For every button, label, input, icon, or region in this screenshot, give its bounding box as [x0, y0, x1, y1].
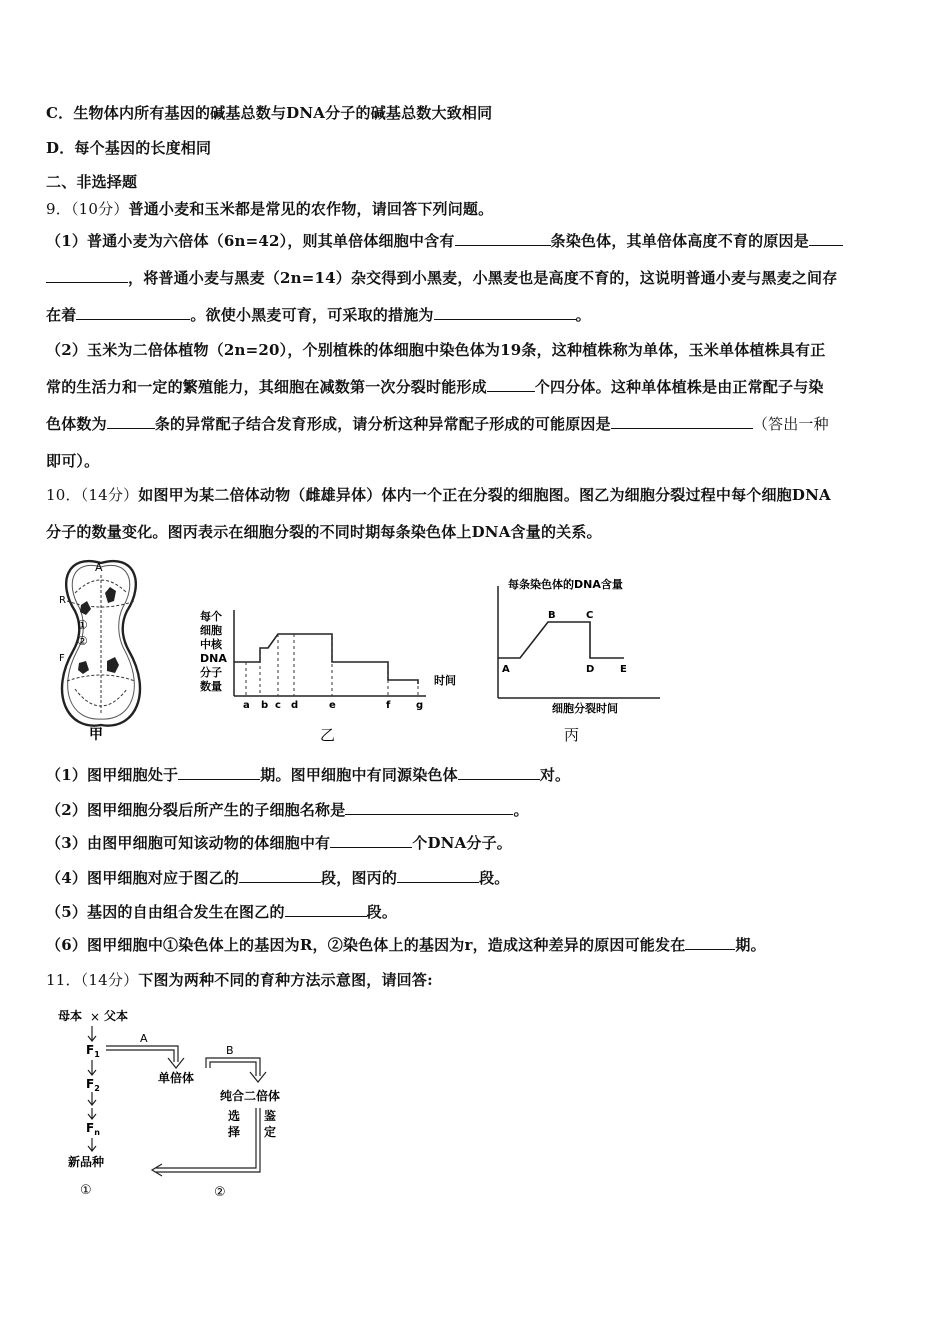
q9-part2-line1: （2）玉米为二倍体植物（2n=20），个别植株的体细胞中染色体为19条，这种植株称为单体，玉米单体植株具有正 [46, 341, 826, 359]
q10-4-text-a: （4）图甲细胞对应于图乙的 [46, 869, 240, 887]
tick-d: d [291, 700, 299, 711]
label-father: 父本 [104, 1009, 129, 1023]
answer-blank[interactable] [345, 799, 513, 815]
q9-part1-line2 [46, 267, 837, 288]
q10-5-text-b: 段。 [366, 903, 398, 921]
q9-stem [46, 198, 493, 219]
return-arrow [152, 1108, 260, 1176]
q9-part2-line2 [46, 376, 824, 397]
label-new-variety: 新品种 [68, 1155, 105, 1169]
tick-f: f [386, 700, 391, 711]
q9-2-text-b2: 个四分体。这种单体植株是由正常配子与染 [534, 378, 824, 396]
point-a: A [502, 664, 510, 675]
label-pure-diploid: 纯合二倍体 [220, 1089, 281, 1103]
q10-4-text-b: 段，图丙的 [321, 869, 398, 887]
y-axis-label [200, 609, 227, 693]
svg-text:鉴: 鉴 [264, 1109, 277, 1123]
tick-g: g [416, 700, 424, 711]
q10-1-text-a: （1）图甲细胞处于 [46, 766, 179, 784]
svg-text:分子: 分子 [200, 666, 222, 679]
q9-part2-line3 [46, 413, 829, 434]
q10-3-text-b: 个DNA分子。 [412, 834, 513, 852]
tick-a: a [243, 700, 250, 711]
label-r: R [59, 595, 66, 606]
label-haploid: 单倍体 [158, 1071, 195, 1085]
q9-1-text-c: ，将普通小麦与黑麦（2n=14）杂交得到小黑麦，小黑麦也是高度不育的，这说明普通小麦与黑麦之间存 [128, 269, 838, 287]
answer-blank[interactable] [178, 764, 260, 780]
label-f2: $F_2$ [86, 1077, 100, 1093]
option-c: C．生物体内所有基因的碱基总数与DNA分子的碱基总数大致相同 [46, 104, 493, 122]
q11-stem-text: 下图为两种不同的育种方法示意图，请回答: [138, 971, 433, 989]
point-b: B [548, 610, 556, 621]
svg-text:定: 定 [264, 1125, 277, 1139]
point-d: D [586, 664, 595, 675]
q9-number: 9．（10分） [46, 200, 129, 218]
answer-blank[interactable] [397, 867, 479, 883]
q10-1-text-c: 对。 [539, 766, 571, 784]
x-ticks [243, 700, 423, 711]
answer-blank[interactable] [455, 230, 551, 246]
q10-part2 [46, 799, 529, 820]
label-chromosome-1: ① [77, 618, 88, 632]
answer-blank[interactable] [239, 867, 321, 883]
svg-text:细胞: 细胞 [200, 624, 222, 637]
route-a-arrow [106, 1046, 184, 1068]
tick-b: b [261, 700, 269, 711]
answer-blank[interactable] [685, 934, 735, 950]
x-axis-label: 时间 [434, 674, 456, 687]
q10-stem-line2: 分子的数量变化。图丙表示在细胞分裂的不同时期每条染色体上DNA含量的关系。 [46, 523, 602, 541]
svg-text:选: 选 [228, 1109, 241, 1123]
y-axis-label: 每条染色体的DNA含量 [508, 578, 623, 591]
svg-text:DNA: DNA [200, 652, 227, 665]
q10-1-text-b: 期。图甲细胞中有同源染色体 [260, 766, 458, 784]
option-d: D．每个基因的长度相同 [46, 139, 212, 157]
q10-stem-text-a: 如图甲为某二倍体动物（雌雄异体）体内一个正在分裂的细胞图。图乙为细胞分裂过程中每个细胞DNA [138, 486, 831, 504]
q9-stem-text: 普通小麦和玉米都是常见的农作物，请回答下列问题。 [128, 200, 494, 218]
chromosome [78, 661, 89, 674]
q9-2-text-c2: 条的异常配子结合发育形成，请分析这种异常配子形成的可能原因是 [154, 415, 611, 433]
q9-1-text-b: 条染色体，其单倍体高度不育的原因是 [550, 232, 809, 250]
answer-blank[interactable] [285, 901, 367, 917]
dna-quantity-line [234, 634, 418, 684]
label-mother: 母本 [58, 1009, 83, 1023]
answer-blank[interactable] [434, 304, 576, 320]
svg-text:数量: 数量 [200, 680, 222, 693]
q10-number: 10．（14分） [46, 486, 139, 504]
point-labels [502, 610, 627, 675]
q10-2-text-a: （2）图甲细胞分裂后所产生的子细胞名称是 [46, 801, 346, 819]
tick-c: c [275, 700, 281, 711]
q9-2-text-b1: 常的生活力和一定的繁殖能力，其细胞在减数第一次分裂时能形成 [46, 378, 487, 396]
q9-part1-line3 [46, 304, 591, 325]
label-chromosome-2: ② [77, 634, 88, 648]
q10-stem-line1 [46, 484, 831, 505]
q9-1-text-f: 。 [575, 306, 591, 324]
q10-3-text-a: （3）由图甲细胞可知该动物的体细胞中有 [46, 834, 331, 852]
label-method-2: ② [214, 1185, 226, 1200]
q10-part3 [46, 832, 512, 853]
answer-blank[interactable] [458, 764, 540, 780]
tick-e: e [329, 700, 336, 711]
caption-bing: 丙 [564, 726, 580, 744]
answer-blank[interactable] [330, 832, 412, 848]
caption-jia: 甲 [89, 727, 103, 743]
q9-1-text-d: 在着 [46, 306, 77, 324]
label-route-b: B [226, 1044, 234, 1057]
label-select [227, 1108, 240, 1139]
label-f: F [59, 653, 65, 664]
answer-blank[interactable] [487, 376, 535, 392]
answer-blank[interactable] [611, 413, 753, 429]
q9-2-text-c1: 色体数为 [46, 415, 107, 433]
q9-2-text-c3: （答出一种 [752, 415, 829, 433]
q10-part6 [46, 934, 766, 955]
svg-text:择: 择 [228, 1125, 241, 1139]
q10-6-text-a: （6）图甲细胞中①染色体上的基因为R，②染色体上的基因为r，造成这种差异的原因可能发在 [46, 936, 686, 954]
label-method-1: ① [80, 1183, 92, 1198]
answer-blank[interactable] [76, 304, 190, 320]
point-e: E [620, 664, 627, 675]
label-identify [264, 1108, 276, 1139]
q11-stem [46, 969, 433, 990]
q9-part2-line4: 即可）。 [46, 452, 100, 470]
chromosome [107, 657, 119, 673]
q9-part1-line1 [46, 230, 843, 251]
q9-1-text-e: 。欲使小黑麦可育，可采取的措施为 [190, 306, 434, 324]
label-fn: $F_n$ [86, 1121, 100, 1137]
answer-blank[interactable] [107, 413, 155, 429]
label-cross: × [90, 1010, 101, 1024]
label-a: A [95, 561, 103, 574]
chromosome [105, 587, 116, 603]
figure-breeding [50, 1004, 300, 1204]
q10-4-text-c: 段。 [479, 869, 510, 887]
svg-text:每个: 每个 [200, 610, 222, 623]
q10-5-text-a: （5）基因的自由组合发生在图乙的 [46, 903, 285, 921]
caption-yi: 乙 [320, 726, 336, 744]
q10-2-text-b: 。 [513, 801, 529, 819]
q10-part5 [46, 901, 397, 922]
dna-content-line [498, 622, 624, 658]
figure-yi [190, 600, 480, 746]
svg-text:中核: 中核 [200, 638, 222, 651]
section-heading: 二、非选择题 [46, 173, 138, 191]
x-axis-label: 细胞分裂时间 [552, 702, 618, 715]
q10-6-text-b: 期。 [735, 936, 766, 954]
q9-1-text-a: （1）普通小麦为六倍体（6n=42），则其单倍体细胞中含有 [46, 232, 455, 250]
figure-jia [45, 553, 157, 743]
q11-number: 11．（14分） [46, 971, 139, 989]
label-f1: $F_1$ [86, 1043, 100, 1059]
q10-part4 [46, 867, 509, 888]
point-c: C [586, 610, 594, 621]
answer-blank[interactable] [46, 267, 128, 283]
answer-blank[interactable] [809, 230, 843, 246]
label-route-a: A [140, 1032, 148, 1045]
figure-bing [486, 572, 666, 746]
route-b-arrow [206, 1058, 266, 1082]
q10-part1 [46, 764, 570, 785]
